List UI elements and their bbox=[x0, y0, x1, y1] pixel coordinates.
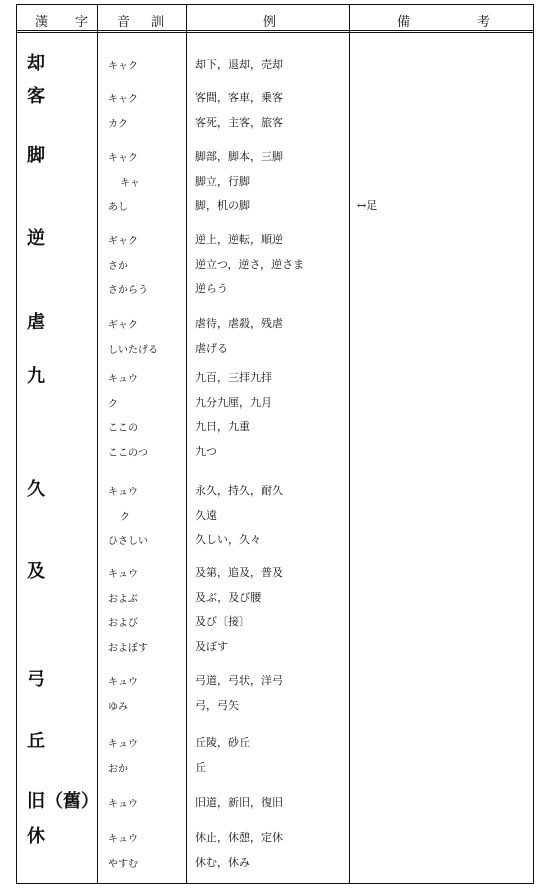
kanji-character: 虐 bbox=[27, 312, 45, 333]
reading-text: ギャク bbox=[108, 236, 138, 247]
reading-text: キュウ bbox=[108, 677, 138, 688]
example-text: 九百，三拝九拝 bbox=[195, 371, 272, 384]
example-text: 及ぼす bbox=[195, 639, 228, 653]
example-text: 脚立，行脚 bbox=[195, 174, 250, 188]
example-text: 丘陵，砂丘 bbox=[195, 736, 250, 749]
reading-text: ここの bbox=[108, 423, 138, 434]
reading-text: キャク bbox=[108, 61, 138, 72]
reading-text: ク bbox=[108, 398, 118, 410]
example-text: 虐げる bbox=[195, 341, 228, 355]
reading-text: ギャク bbox=[108, 320, 138, 331]
reading-text: キュウ bbox=[108, 739, 138, 750]
reading-text: キャ bbox=[120, 177, 140, 189]
example-text: 脚，机の脚 bbox=[195, 199, 250, 212]
example-text: 却下，退却，売却 bbox=[195, 58, 283, 71]
example-text: 客間，客車，乗客 bbox=[195, 91, 283, 104]
kanji-character: 休 bbox=[27, 826, 45, 847]
header-reading-1: 音 bbox=[117, 15, 131, 30]
kanji-character: 客 bbox=[27, 86, 45, 107]
example-text: 久しい，久々 bbox=[195, 533, 261, 546]
example-text: 及第，追及，普及 bbox=[195, 566, 283, 579]
reading-text: キュウ bbox=[108, 374, 138, 385]
kanji-character: 脚 bbox=[27, 145, 45, 166]
header-example: 例 bbox=[263, 15, 277, 30]
reading-text: さか bbox=[108, 260, 128, 272]
reading-text: さからう bbox=[108, 285, 148, 296]
reading-text: キャク bbox=[108, 94, 138, 105]
example-text: 九つ bbox=[195, 444, 217, 458]
header-note-1: 備 bbox=[397, 15, 411, 30]
example-text: 弓道，弓状，洋弓 bbox=[195, 674, 283, 687]
example-text: 逆上，逆転，順逆 bbox=[195, 233, 283, 246]
column-divider bbox=[349, 5, 350, 883]
column-divider bbox=[186, 5, 187, 883]
example-text: 脚部，脚本，三脚 bbox=[195, 150, 283, 163]
kanji-character: 久 bbox=[27, 479, 45, 500]
kanji-character: 丘 bbox=[27, 731, 45, 752]
reading-text: ゆみ bbox=[108, 701, 128, 713]
example-text: 丘 bbox=[195, 760, 206, 774]
note-text: ↔足 bbox=[357, 199, 378, 212]
reading-text: キャク bbox=[108, 153, 138, 164]
example-text: 休止，休憩，定休 bbox=[195, 831, 283, 844]
header-kanji-2: 字 bbox=[75, 15, 89, 30]
reading-text: ひさしい bbox=[108, 536, 148, 547]
kanji-character: 弓 bbox=[27, 669, 45, 690]
example-text: 九日，九重 bbox=[195, 420, 250, 433]
reading-text: カク bbox=[108, 118, 128, 130]
reading-text: やすむ bbox=[108, 858, 138, 870]
header-kanji-1: 漢 bbox=[35, 15, 49, 30]
example-text: 虐待，虐殺，残虐 bbox=[195, 317, 283, 330]
header-reading-2: 訓 bbox=[151, 15, 165, 30]
reading-text: およぼす bbox=[108, 642, 148, 654]
reading-text: ク bbox=[120, 511, 130, 523]
kanji-character: 却 bbox=[27, 53, 45, 74]
example-text: 久遠 bbox=[195, 508, 217, 522]
reading-text: しいたげる bbox=[108, 344, 158, 356]
example-text: 休む，休み bbox=[195, 855, 250, 869]
example-text: 逆らう bbox=[195, 282, 228, 295]
reading-text: おか bbox=[108, 763, 128, 775]
reading-text: あし bbox=[108, 202, 128, 213]
example-text: 旧道，新旧，復旧 bbox=[195, 796, 283, 809]
kanji-character: 九 bbox=[27, 366, 45, 387]
kanji-character: 旧（舊） bbox=[27, 791, 99, 812]
kanji-character: 及 bbox=[27, 561, 45, 582]
example-text: 客死，主客，旅客 bbox=[195, 115, 283, 129]
table-header bbox=[17, 5, 533, 33]
reading-text: キュウ bbox=[108, 569, 138, 580]
example-text: 及び〔接〕 bbox=[195, 615, 250, 628]
example-text: 弓，弓矢 bbox=[195, 698, 239, 712]
column-divider bbox=[97, 5, 98, 883]
reading-text: キュウ bbox=[108, 834, 138, 845]
reading-text: キュウ bbox=[108, 799, 138, 810]
example-text: 永久，持久，耐久 bbox=[195, 484, 283, 497]
header-note-2: 考 bbox=[477, 15, 491, 30]
example-text: 及ぶ，及び腰 bbox=[195, 590, 262, 604]
reading-text: キュウ bbox=[108, 487, 138, 498]
kanji-reading-table bbox=[16, 4, 534, 884]
example-text: 逆立つ，逆さ，逆さま bbox=[195, 257, 305, 271]
reading-text: および bbox=[108, 618, 138, 629]
reading-text: ここのつ bbox=[108, 447, 148, 459]
reading-text: およぶ bbox=[108, 593, 138, 605]
example-text: 九分九厘，九月 bbox=[195, 395, 272, 409]
kanji-character: 逆 bbox=[27, 228, 45, 249]
